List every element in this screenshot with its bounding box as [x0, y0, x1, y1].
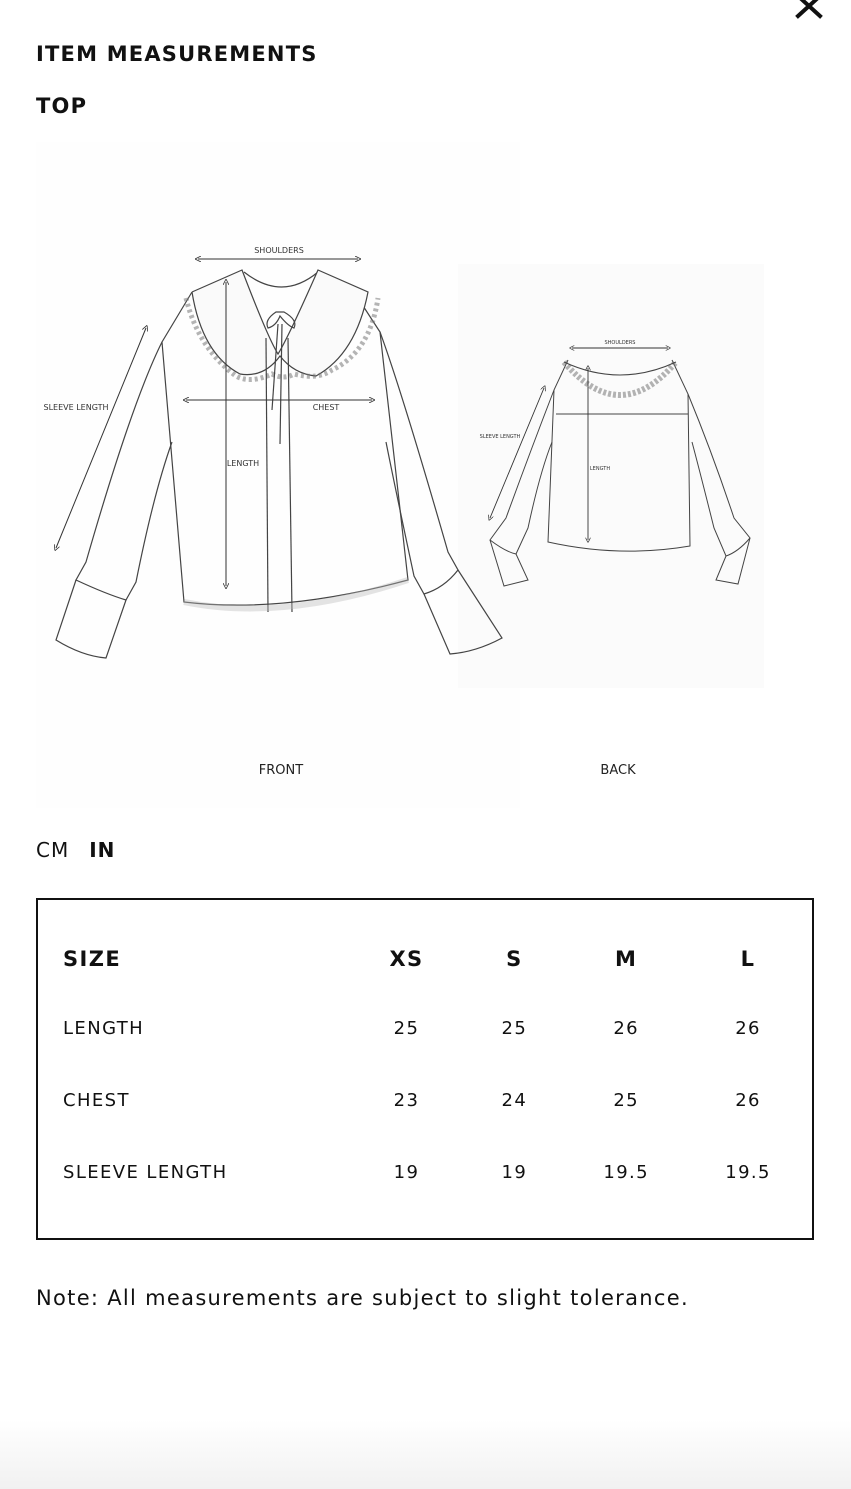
- size-chart: [36, 898, 814, 1240]
- cell-value: 26: [613, 1017, 640, 1039]
- unit-option-in[interactable]: IN: [89, 838, 116, 862]
- close-icon: [790, 0, 828, 28]
- cell-value: 25: [501, 1017, 528, 1039]
- cell-value: 23: [393, 1089, 420, 1111]
- header-s: S: [506, 947, 523, 971]
- front-caption: FRONT: [258, 763, 304, 778]
- bottom-fade: [0, 1420, 851, 1489]
- back-label-shoulders: SHOULDERS: [604, 340, 636, 346]
- measurement-diagram: [36, 142, 764, 808]
- cell-value: 25: [393, 1017, 420, 1039]
- front-label-length: LENGTH: [226, 459, 260, 468]
- back-caption: BACK: [600, 763, 636, 778]
- cell-value: 19.5: [725, 1161, 771, 1183]
- header-size: SIZE: [63, 947, 122, 971]
- close-button[interactable]: [790, 0, 828, 28]
- row-label: SLEEVE LENGTH: [63, 1161, 228, 1183]
- back-label-length: LENGTH: [589, 466, 611, 472]
- modal-title: ITEM MEASUREMENTS: [36, 42, 318, 66]
- table-row: [63, 992, 812, 1064]
- table-header-row: [63, 926, 812, 992]
- front-label-sleeve-length: SLEEVE LENGTH: [43, 403, 109, 412]
- unit-option-cm[interactable]: CM: [36, 838, 70, 862]
- header-l: L: [740, 947, 756, 971]
- front-label-chest: CHEST: [312, 403, 340, 412]
- table-row: [63, 1064, 812, 1136]
- cell-value: 25: [613, 1089, 640, 1111]
- header-m: M: [615, 947, 638, 971]
- header-xs: XS: [389, 947, 424, 971]
- row-label: CHEST: [63, 1089, 130, 1111]
- cell-value: 24: [501, 1089, 528, 1111]
- garment-type-heading: TOP: [36, 94, 88, 118]
- cell-value: 19: [501, 1161, 528, 1183]
- row-label: LENGTH: [63, 1017, 145, 1039]
- cell-value: 19: [393, 1161, 420, 1183]
- back-label-sleeve-length: SLEEVE LENGTH: [479, 434, 521, 440]
- unit-toggle: [36, 838, 115, 862]
- cell-value: 26: [735, 1089, 761, 1111]
- table-row: [63, 1136, 812, 1208]
- cell-value: 26: [735, 1017, 761, 1039]
- tolerance-note: Note: All measurements are subject to slight tolerance.: [36, 1286, 689, 1310]
- size-table: [63, 926, 812, 1208]
- front-label-shoulders: SHOULDERS: [254, 246, 304, 255]
- cell-value: 19.5: [603, 1161, 650, 1183]
